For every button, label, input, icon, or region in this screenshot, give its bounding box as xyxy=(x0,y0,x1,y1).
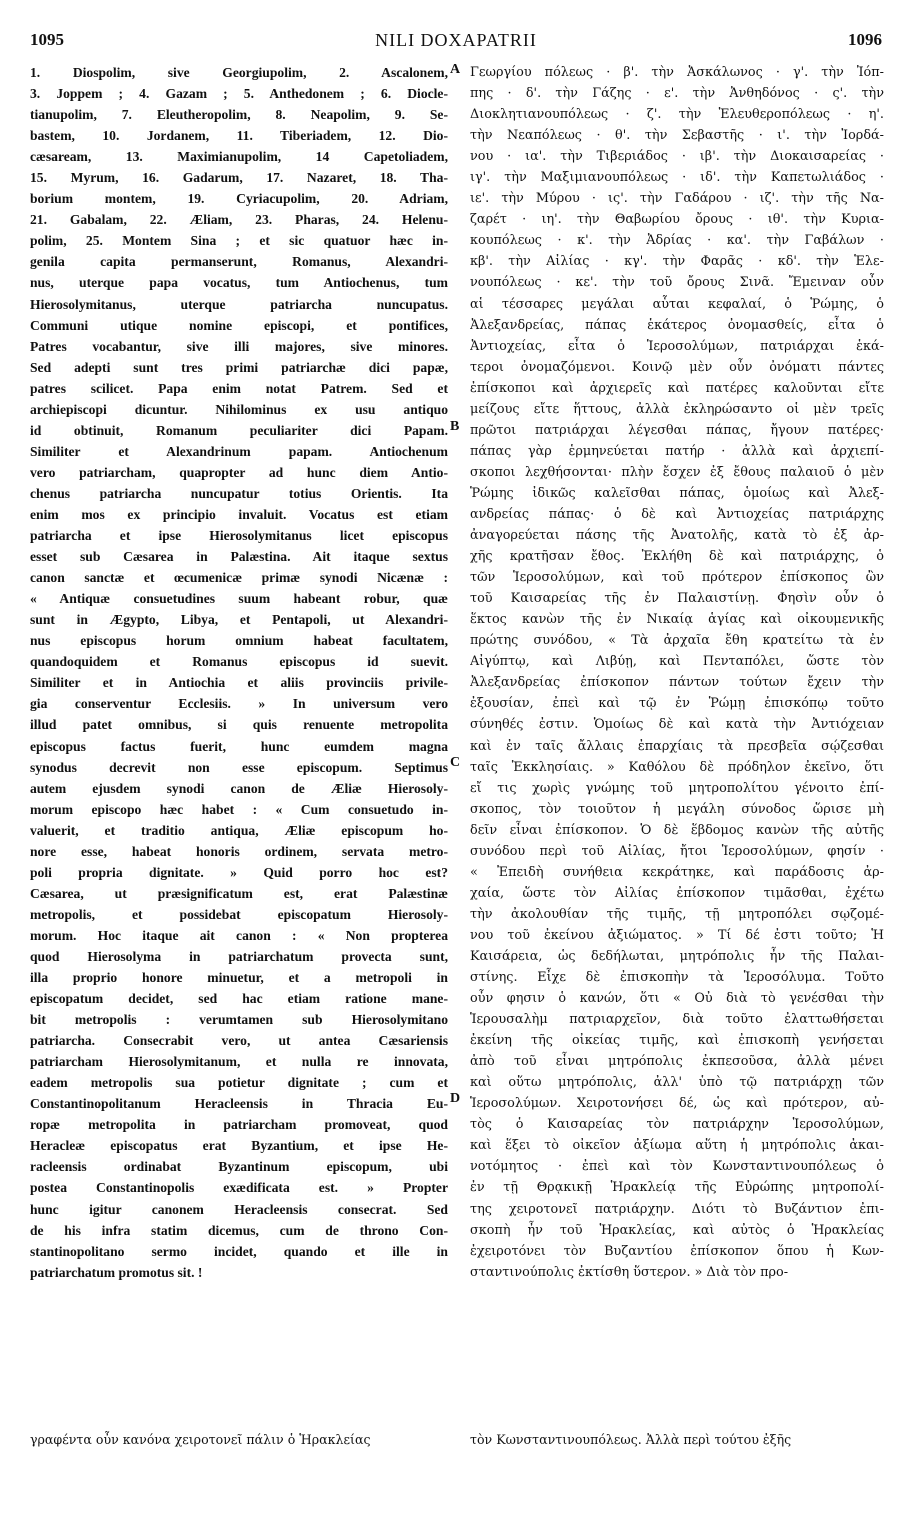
latin-text-line: Similiter et Alexandrinum papam. Antiochenum xyxy=(30,443,448,459)
greek-text-line: νου τοῦ ἐκείνου ἀξιώματος. » Τί δέ ἐστι τοῦτο; Ἡ xyxy=(470,927,884,943)
greek-text-line: νοτόμητος · ἐπεὶ καὶ τὸν Κωνσταντινουπόλεως ὁ xyxy=(470,1159,884,1175)
latin-text-line: patriarcham Hierosolymitanum, et nulla re innovata, xyxy=(30,1054,448,1070)
greek-text-line: σκοπὴ ἦν τοῦ Ἡρακλείας, καὶ αὐτὸς ὁ Ἡρακλείας xyxy=(470,1222,884,1238)
latin-text-line: 1. Diospolim, sive Georgiupolim, 2. Ascalonem, xyxy=(30,65,448,80)
latin-text-line: bastem, 10. Jordanem, 11. Tiberiadem, 12. Dio- xyxy=(30,128,448,144)
latin-text-line: canon sanctæ et œcumenicæ primæ synodi Nicænæ : xyxy=(30,570,448,586)
greek-text-line: ανδρείας πάπας· ὁ δὲ καὶ Ἀντιοχείας πατριάρχης xyxy=(470,506,884,522)
latin-text-line: illud patet omnibus, si quis renuente metropolita xyxy=(30,717,448,733)
latin-text-line: morum. Hoc itaque ait canon : « Non propterea xyxy=(30,927,448,943)
latin-text-line: sunt in Ægypto, Libya, et Pentapoli, ut Alexandri- xyxy=(30,612,448,628)
greek-text-line: Αἰγύπτῳ, καὶ Λιβύῃ, καὶ Πενταπόλει, ὥστε τὸν xyxy=(470,654,884,670)
latin-text-line: 3. Joppem ; 4. Gazam ; 5. Anthedonem ; 6. Diocle- xyxy=(30,86,448,102)
greek-text-line: Ἀντιοχείας, εἶτα ὁ Ἱεροσολύμων, πατριάρχαι ἑκά- xyxy=(470,338,884,354)
greek-text-line: Ἱερουσαλὴμ πατριαρχεῖον, διὰ τοῦτο ἐλαττωθήσεται xyxy=(470,1012,884,1028)
latin-text-line: Hierosolymitanus, uterque patriarcha nuncupatus. xyxy=(30,296,448,312)
greek-text-line: πης · δ'. τὴν Γάζης · ε'. τὴν Ἀνθηδόνος · ς'. τὴν xyxy=(470,86,884,102)
greek-text-line: ἐν τῇ Θρᾳκικῇ Ἡρακλείᾳ τῆς Εὐρώπης μητροπολί- xyxy=(470,1180,884,1196)
latin-text-line: synodus decrevit non esse episcopum. Septimus xyxy=(30,759,448,775)
latin-text-line: autem ejusdem synodi canon de Æliæ Hierosoly- xyxy=(30,780,448,796)
page-number-left: 1095 xyxy=(30,30,64,49)
latin-text-line: patriarcha. Consecrabit vero, ut antea Cæsariensis xyxy=(30,1033,448,1049)
greek-text-line: τοῦ Καισαρείας τῆς ἐν Παλαιστίνῃ. Φησὶν οὖν ὁ xyxy=(470,591,884,607)
greek-text-line: μείζους εἴτε ἥττους, ἀλλὰ ἐκληρώσαντο οἱ μὲν τρεῖς xyxy=(470,401,884,417)
greek-text-line: πρώτης συνόδου, « Τὰ ἀρχαῖα ἔθη κρατείτω τὰ ἐν xyxy=(470,633,884,649)
greek-text-line: κουπόλεως · κ'. τὴν Ἀδρίας · κα'. τὴν Γαβάλων · xyxy=(470,233,884,249)
latin-text-line: borium montem, 19. Cyriacupolim, 20. Adriam, xyxy=(30,191,448,207)
greek-text-line: Ἀλεξανδρείας ἐπίσκοπον πάντων τούτων ἔχειν τὴν xyxy=(470,675,884,691)
greek-text-line: δεῖν εἶναι ἐπίσκοπον. Ὁ δὲ ἕβδομος κανὼν τῆς αὐτῆς xyxy=(470,822,884,838)
greek-text-line: τὸς ὁ Καισαρείας τὸν πατριάρχην Ἱεροσολύμων, xyxy=(470,1117,884,1133)
greek-text-line: πάπας γὰρ ἑρμηνεύεται πατήρ · ἀλλὰ καὶ ἀρχιεπί- xyxy=(470,443,884,459)
greek-text-line: σταντινούπολις ἐκτίσθη ὕστερον. » Διὰ τὸν προ- xyxy=(470,1264,789,1280)
latin-text-line: cæsaream, 13. Maximianupolim, 14 Capetoliadem, xyxy=(30,149,448,165)
latin-text-line: ropæ metropolita in patriarcham promoveat, quod xyxy=(30,1117,448,1133)
greek-column xyxy=(470,62,884,1283)
latin-text-line: Cæsarea, ut præsignificatum est, erat Palæstinæ xyxy=(30,885,448,901)
latin-text-line: tianupolim, 7. Eleutheropolim, 8. Neapolim, 9. Se- xyxy=(30,107,448,123)
latin-text-line: genila capita permanserunt, Romanus, Alexandri- xyxy=(30,254,448,270)
greek-text-line: σκοποι λεχθήσονται· πλὴν ἔσχεν ἐξ ἔθους παλαιοῦ ὁ μὲν xyxy=(470,464,884,480)
latin-text-line: chenus patriarcha nuncupatur totius Orientis. Ita xyxy=(30,485,448,501)
greek-text-line: σκοπος, τὸν τοιοῦτον ἡ μεγάλη σύνοδος ὥρισε μὴ xyxy=(470,801,884,817)
greek-text-line: αἱ τέσσαρες μεγάλαι αὗται κεφαλαί, ὁ Ῥώμης, ὁ xyxy=(470,296,884,312)
greek-text-line: τῶν Ἱεροσολύμων, καὶ τοῦ πρότερον ἐπίσκοπος ὢν xyxy=(470,570,884,586)
footer-text-left: γραφέντα οὖν κανόνα χειροτονεῖ πάλιν ὁ Ἡρακλείας xyxy=(30,1432,371,1447)
greek-text-line: ἀπὸ τοῦ εἶναι μητρόπολις ἐκπεσοῦσα, ἀλλὰ μένει xyxy=(470,1054,884,1070)
latin-text-line: gia conserventur Ecclesiis. » In universum vero xyxy=(30,696,448,712)
greek-text-line: Καισάρεια, ὡς δεδήλωται, μητρόπολις ἦν τῆς Παλαι- xyxy=(470,948,884,964)
latin-text-line: episcopus factus fuerit, hunc eumdem magna xyxy=(30,738,448,754)
greek-text-line: εἴ τις χωρὶς γνώμης τοῦ μητροπολίτου γένοιτο ἐπί- xyxy=(470,780,884,796)
greek-text-line: τεροι ὀνομαζόμενοι. Κοινῷ μὲν οὖν ὀνόματι πάντες xyxy=(470,359,884,375)
greek-text-line: ἐπίσκοποι καὶ ἀρχιερεῖς καὶ πατέρες καλοῦνται εἴτε xyxy=(470,380,884,396)
greek-text-line: ιγ'. τὴν Μαξιμιανουπόλεως · ιδ'. τὴν Καπετωλιάδος · xyxy=(470,170,884,186)
latin-text-line: quod Hierosolyma in patriarchatum provecta sunt, xyxy=(30,948,448,964)
greek-text-line: « Ἐπειδὴ συνήθεια κεκράτηκε, καὶ παράδοσις ἀρ- xyxy=(470,864,884,880)
greek-text-line: οὖν φησιν ὁ κανών, ὅτι « Οὐ διὰ τὸ γενέσθαι τὴν xyxy=(470,991,884,1007)
greek-text-line: συνόδου περὶ τοῦ Αἰλίας, ἤτοι Ἱεροσολύμων, φησίν · xyxy=(470,843,884,859)
latin-text-line: poli propria dignitate. » Quid porro hoc est? xyxy=(30,864,448,880)
latin-text-line: Heracleæ episcopatus erat Byzantium, et ipse He- xyxy=(30,1138,448,1154)
latin-text-line: id obtinuit, Romanum peculiariter dici Papam. xyxy=(30,422,448,438)
latin-text-line: Sed adepti sunt tres primi patriarchæ dici papæ, xyxy=(30,359,448,375)
greek-text-line: της χειροτονεῖ πατριάρχην. Διότι τὸ Βυζάντιον ἐπι- xyxy=(470,1201,884,1217)
greek-text-line: κβ'. τὴν Αἰλίας · κγ'. τὴν Φαρᾶς · κδ'. τὴν Ἑλε- xyxy=(470,254,884,270)
latin-text-line: eadem metropolis sua potietur dignitate ; cum et xyxy=(30,1075,448,1091)
latin-column xyxy=(30,62,448,1283)
greek-text-line: σύνηθές ἐστιν. Ὁμοίως δὲ καὶ κατὰ τὴν Ἀντιόχειαν xyxy=(470,717,884,733)
latin-text-line: patres scilicet. Papa enim notat Patrem. Sed et xyxy=(30,380,448,396)
greek-text-line: ἐχειροτόνει τὸν Βυζαντίου ἐπίσκοπον ὅπου ἡ Κων- xyxy=(470,1243,884,1259)
latin-text-line: racleensis ordinabat Byzantinum episcopum, ubi xyxy=(30,1159,448,1175)
latin-text-line: 15. Myrum, 16. Gadarum, 17. Nazaret, 18. Tha- xyxy=(30,170,448,186)
greek-text-line: ιε'. τὴν Μύρου · ις'. τὴν Γαδάρου · ιζ'. τὴν τῆς Να- xyxy=(470,191,884,207)
greek-text-line: τὴν ἀκολουθίαν τῆς τιμῆς, τῇ μητροπόλει σῳζομέ- xyxy=(470,906,884,922)
greek-text-line: Γεωργίου πόλεως · β'. τὴν Ἀσκάλωνος · γ'. τὴν Ἰόπ- xyxy=(470,65,884,80)
latin-text-line: enim mos ex principio invaluit. Vocatus est etiam xyxy=(30,506,448,522)
greek-text-line: Διοκλητιανουπόλεως · ζ'. τὴν Ἐλευθεροπόλεως · η'. xyxy=(470,107,884,123)
latin-text-line: Patres vocabantur, sive illi majores, sive minores. xyxy=(30,338,448,354)
margin-letter-b: B xyxy=(450,419,460,434)
latin-text-line: patriarchatum promotus sit. ! xyxy=(30,1264,203,1280)
greek-text-line: Ἀλεξανδρείας, πάπας ἑκάτερος ὀνομασθείς, εἶτα ὁ xyxy=(470,317,884,333)
greek-text-line: καὶ οὕτω μητρόπολις, ἀλλ' ὑπὸ τῷ πατριάρχῃ τῶν xyxy=(470,1075,884,1091)
latin-text-line: nus, uterque papa vocatus, tum Antiochenus, tum xyxy=(30,275,448,291)
latin-text-line: quandoquidem et Romanus episcopus id suevit. xyxy=(30,654,448,670)
latin-text-line: de his infra statim dicemus, cum de throno Con- xyxy=(30,1222,448,1238)
greek-text-line: ἐξουσίαν, ἐπεὶ καὶ τῷ ἐν Ῥώμῃ ἐπισκόπῳ τοῦτο xyxy=(470,696,884,712)
greek-text-line: ζαρέτ · ιη'. τὴν Θαβωρίου ὄρους · ιθ'. τὴν Κυρια- xyxy=(470,212,884,228)
greek-text-line: ταῖς Ἐκκλησίαις. » Καθόλου δὲ πρόδηλον ἐκεῖνο, ὅτι xyxy=(470,759,884,775)
latin-text-line: « Antiquæ consuetudines suum habeant robur, quæ xyxy=(30,591,448,607)
greek-text-line: ἐκείνη τῆς οἰκείας τιμῆς, καὶ ἐπισκοπὴ γενήσεται xyxy=(470,1033,884,1049)
latin-text-line: Constantinopolitanum Heracleensis in Thracia Eu- xyxy=(30,1096,448,1112)
latin-text-line: Similiter et in Antiochia et aliis provinciis privile- xyxy=(30,675,448,691)
page-header xyxy=(30,30,882,56)
latin-text-line: polim, 25. Montem Sina ; et sic quatuor hæc in- xyxy=(30,233,448,249)
page-number-right: 1096 xyxy=(848,30,882,49)
latin-text-line: vero patriarcham, quapropter ad hunc diem Antio- xyxy=(30,464,448,480)
latin-text-line: valuerit, et traditio antiqua, Æliæ episcopum ho- xyxy=(30,822,448,838)
latin-text-line: bit metropolis : verumtamen sub Hierosolymitano xyxy=(30,1012,448,1028)
greek-text-line: καὶ ἐν ταῖς ἄλλαις ἐπαρχίαις τὰ πρεσβεῖα σῴζεσθαι xyxy=(470,738,884,754)
latin-text-line: postea Constantinopolis exædificata est. » Propter xyxy=(30,1180,448,1196)
latin-text-line: hunc igitur canonem Heracleensis consecrat. Sed xyxy=(30,1201,448,1217)
latin-text-line: stantinopolitano sermo incidet, quando et ille in xyxy=(30,1243,448,1259)
latin-text-line: nore esse, habeat honoris ordinem, servata metro- xyxy=(30,843,448,859)
greek-text-line: πρῶτοι πατριάρχαι λέγεσθαι πάπας, ἤγουν πατέρες· xyxy=(470,422,884,438)
greek-text-line: χῆς κρατῆσαν ἔθος. Ἐκλήθη δὲ καὶ πατριάρχης, ὁ xyxy=(470,549,884,565)
footer-text-right: τὸν Κωνσταντινουπόλεως. Ἀλλὰ περὶ τούτου ἐξῆς xyxy=(470,1432,792,1447)
margin-letter-d: D xyxy=(450,1091,461,1106)
latin-text-line: 21. Gabalam, 22. Æliam, 23. Pharas, 24. Helenu- xyxy=(30,212,448,228)
latin-text-line: Communi utique nomine episcopi, et pontifices, xyxy=(30,317,448,333)
greek-text-line: χαία, ὥστε τὸν Αἰλίας ἐπίσκοπον τιμᾶσθαι, ἐχέτω xyxy=(470,885,884,901)
greek-text-line: νουπόλεως · κε'. τὴν τοῦ ὄρους Σινᾶ. Ἔμειναν οὖν xyxy=(470,275,884,291)
greek-text-line: στίνης. Εἶχε δὲ ἐπισκοπὴν τὰ Ἱεροσόλυμα. Τοῦτο xyxy=(470,970,884,986)
greek-text-line: Ἱεροσολύμων. Χειροτονήσει δέ, ὡς καὶ πρότερον, αὐ- xyxy=(470,1096,884,1112)
latin-text-line: archiepiscopi dicuntur. Nihilominus ex usu antiquo xyxy=(30,401,448,417)
greek-text-line: καὶ ἕξει τὸ οἰκεῖον ἀξίωμα αὕτη ἡ μητρόπολις ἀκαι- xyxy=(470,1138,884,1154)
latin-text-line: nus episcopus horum omnium habeat facultatem, xyxy=(30,633,448,649)
margin-letter-c: C xyxy=(450,755,461,770)
running-title: NILI DOXAPATRII xyxy=(375,30,537,50)
latin-text-line: metropolis, et possidebat episcopatum Hierosoly- xyxy=(30,906,448,922)
latin-text-line: morum episcopo hæc habet : « Cum consuetudo in- xyxy=(30,801,448,817)
latin-text-line: patriarcha et ipse Hierosolymitanus licet episcopus xyxy=(30,528,448,544)
latin-text-line: episcopatum decidet, sed hac etiam ratione mane- xyxy=(30,991,448,1007)
latin-text-line: illa proprio honore minuetur, et a metropoli in xyxy=(30,970,448,986)
latin-text-line: esset sub Cæsarea in Palæstina. Ait itaque sextus xyxy=(30,549,448,565)
greek-text-line: νου · ια'. τὴν Τιβεριάδος · ιβ'. τὴν Διοκαισαρείας · xyxy=(470,149,884,165)
greek-text-line: Ῥώμης ἰδικῶς καλεῖσθαι πάπας, ὁμοίως καὶ Ἀλεξ- xyxy=(470,485,884,501)
margin-letter-a: A xyxy=(450,62,461,77)
greek-text-line: ἀναγορεύεται πάσης τῆς Ἀνατολῆς, κατὰ τὸ ἐξ ἀρ- xyxy=(470,528,884,544)
greek-text-line: τὴν Νεαπόλεως · θ'. τὴν Σεβαστῆς · ι'. τὴν Ἰορδά- xyxy=(470,128,884,144)
greek-text-line: ἕκτος κανὼν τῆς ἐν Νικαίᾳ ἁγίας καὶ οἰκουμενικῆς xyxy=(470,612,884,628)
